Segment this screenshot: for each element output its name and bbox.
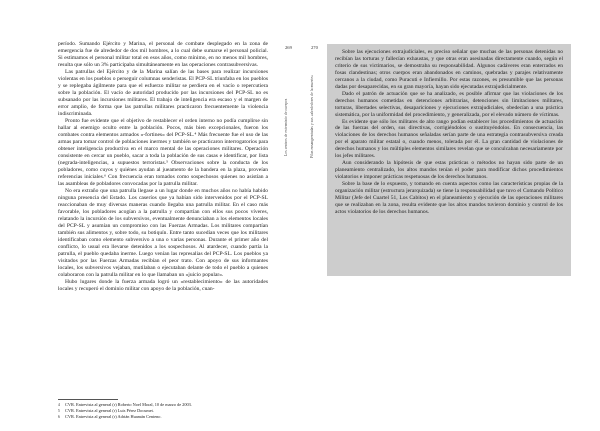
running-head-right: Pilas ensangrentadas y sus «alrededores de la muerte» [310, 74, 314, 158]
paragraph: Hubo lugares donde la fuerza armada logró un «restablecimiento» de las autoridades locales y recuperó el dominio militar con apoyo de la población, cuan- [58, 279, 268, 292]
box-paragraph: Sobre la base de lo expuesto, y tomando en cuenta aspectos como las características propias de la organización militar (estructura jerarquizada) se tiene la responsabilidad que tuvo el Comando Político Militar (Jefe del Cuartel 51, Los Cabitos) en el planeamiento y ejecución de las operaciones militares que se realizaban en la zona, resulta evidente que los altos mandos tuvieron dominio y control de los actos violatorios de los derechos humanos. [335, 181, 563, 215]
left-text-column [58, 41, 268, 293]
box-paragraph: Sobre las ejecuciones extrajudiciales, es preciso señalar que muchas de las personas detenidas no recibían las torturas y fallecían exhaustas, y que otras eran asesinadas directamente cuando, según el criterio de sus victimarios, se demostraba su responsabilidad. Algunos cadáveres eran enterrados en fosas clandestinas; otros cuerpos eran abandonados en caminos, quebradas y parajes relativamente cercanos a la ciudad, como Puracuti e Infiernillo. Por estas razones, es presumible que las personas dadas por desaparecidas, en su gran mayoría, hayan sido ejecutadas extrajudicialmente. [335, 49, 563, 90]
footnote: 5 CVR. Entrevista al general (r) Luis Pérez Documet. [58, 408, 154, 413]
running-head-left: Los centros de exterminio de cuerpos [284, 98, 288, 156]
paragraph: período. Sumando Ejército y Marina, el personal de combate desplegado en la zona de emergencia fue de alrededor de dos mil hombres, a lo cual debe sumarse el personal policial. Si estimamos el personal militar total en esos años, como mínimo, en no menos mil hombres, resulta que sólo un 3% participaba simultáneamente en las operaciones contrasubversivas. [58, 41, 268, 68]
right-page [300, 0, 600, 431]
box-paragraph: Dado el patrón de actuación que se ha analizado, es posible afirmar que las violaciones de los derechos humanos cometidas en detenciones arbitrarias, detenciones sin limitaciones militares, torturas, libertades selectivas, desapariciones y ejecuciones extrajudiciales, obedecían a una práctica sistemática, por la uniformidad del procedimiento, y generalizada, por el elevado número de víctimas. [335, 90, 563, 118]
left-page [0, 0, 285, 431]
page-number-left: 269 [285, 45, 292, 50]
footnote: 4 CVR. Entrevista al general (r) Roberto Noel Moral, 10 de marzo de 2003. [58, 402, 192, 407]
box-paragraph: Es evidente que sólo los militares de alto rango podían establecer los procedimientos de actuación de las fuerzas del orden, sus directivas, corrigiéndolos o sustituyéndolos. En consecuencia, las violaciones de los derechos humanos señaladas serían parte de una estrategia contrasubversiva creada por el aparato militar estatal o, cuando menos, tolerada por él. La gran cantidad de violaciones de derechos humanos y los múltiples elementos similares revelan que se conculcaban necesariamente por los jefes militares. [335, 118, 563, 160]
paragraph: Pronto fue evidente que el objetivo de restablecer el orden interno no podía cumplirse sin hallar al enemigo oculto entre la población. Pocos, más bien excepcionales, fueron los combates contra elementos armados «-fortines» del PCP-SL.⁴ Más frecuente fue el uso de las armas para tomar control de poblaciones inermes y también se practicaron interrogatorios para obtener inteligencia productiva en el marco mental de las operaciones militares. Operación consistente en cercar un pueblo, sacar a toda la población de sus casas e identificar, por lista (negrada-inteligencias, a supuestos terroristas.⁵ Observaciones sobre la conducta de los pobladores, como cuyos y quiénes ayudan al jueamento de la bandera en la plaza, proveían referencias iniciales.⁶ Con frecuencia eran tomados como sospechosos quienes no asistían a las asambleas de pobladores convocadas por la patrulla militar. [58, 118, 268, 187]
paragraph: No era extraño que una patrulla llegase a un lugar donde en muchos años no había habido ninguna presencia del Estado. Los caseríos que ya habían sido intervenidos por el PCP-SL reaccionaban de muy diversas maneras cuando llegaba una patrulla militar. En el caso más favorable, los pobladores acogían a la patrulla y compartían con ellos sus pocos víveres, relatando la incursión de los subversivos, eventualmente denunciaban a los elementos locales del PCP-SL y asumían un compromiso con las Fuerzas Armadas. Los militares compartían también sus alimentos y, sobre todo, su botiquín. Entre tanto sucedían veces que los militares identificaban como elemento subversivo a una o varias personas. Durante el primer año del conflicto, lo usual era llevarse detenidos a los sospechosos. Al atardecer, cuando partía la patrulla, el pueblo quedaba inerme. Luego venían las represalias del PCP-SL. Los pueblos ya visitados por las Fuerzas Armadas recibían el peor trato. Con apoyo de sus informantes locales, los subversivos vejaban, mutilaban o ejecutaban delante de todo el pueblo a quienes colaboraron con la patrulla militar en lo que llamaban un «juicio popular». [58, 188, 268, 278]
footnote-rule [58, 399, 118, 400]
paragraph: Las patrullas del Ejército y de la Marina salían de las bases para realizar incursiones violentas en los pueblos o perseguir columnas senderistas. El PCP-SL triunfaba en los pueblos y se replegaba ágilmente para que el esfuerzo militar se perdiera en el vacío o repercutiera sobre la población. El vacío de autoridad producido por las incursiones del PCP-SL no es subsanado por las incursiones militares. El trabajo de inteligencia era escaso y el margen de error amplio, de forma que las patrullas militares practicaron frecuentemente la violencia indiscriminada. [58, 69, 268, 117]
footnote: 6 CVR. Entrevista al general (r) Adrián Huamán Centeno. [58, 414, 162, 419]
footnotes [58, 399, 268, 420]
shaded-text-box [327, 44, 571, 276]
box-paragraph: Aun considerando la hipótesis de que estas prácticas o métodos no hayan sido parte de un planeamiento centralizado, los altos mandos tenían el poder para modificar dichos procedimientos violatorios e imponer prácticas respetuosas de los derechos humanos. [335, 160, 563, 181]
page-number-right: 270 [311, 45, 318, 50]
